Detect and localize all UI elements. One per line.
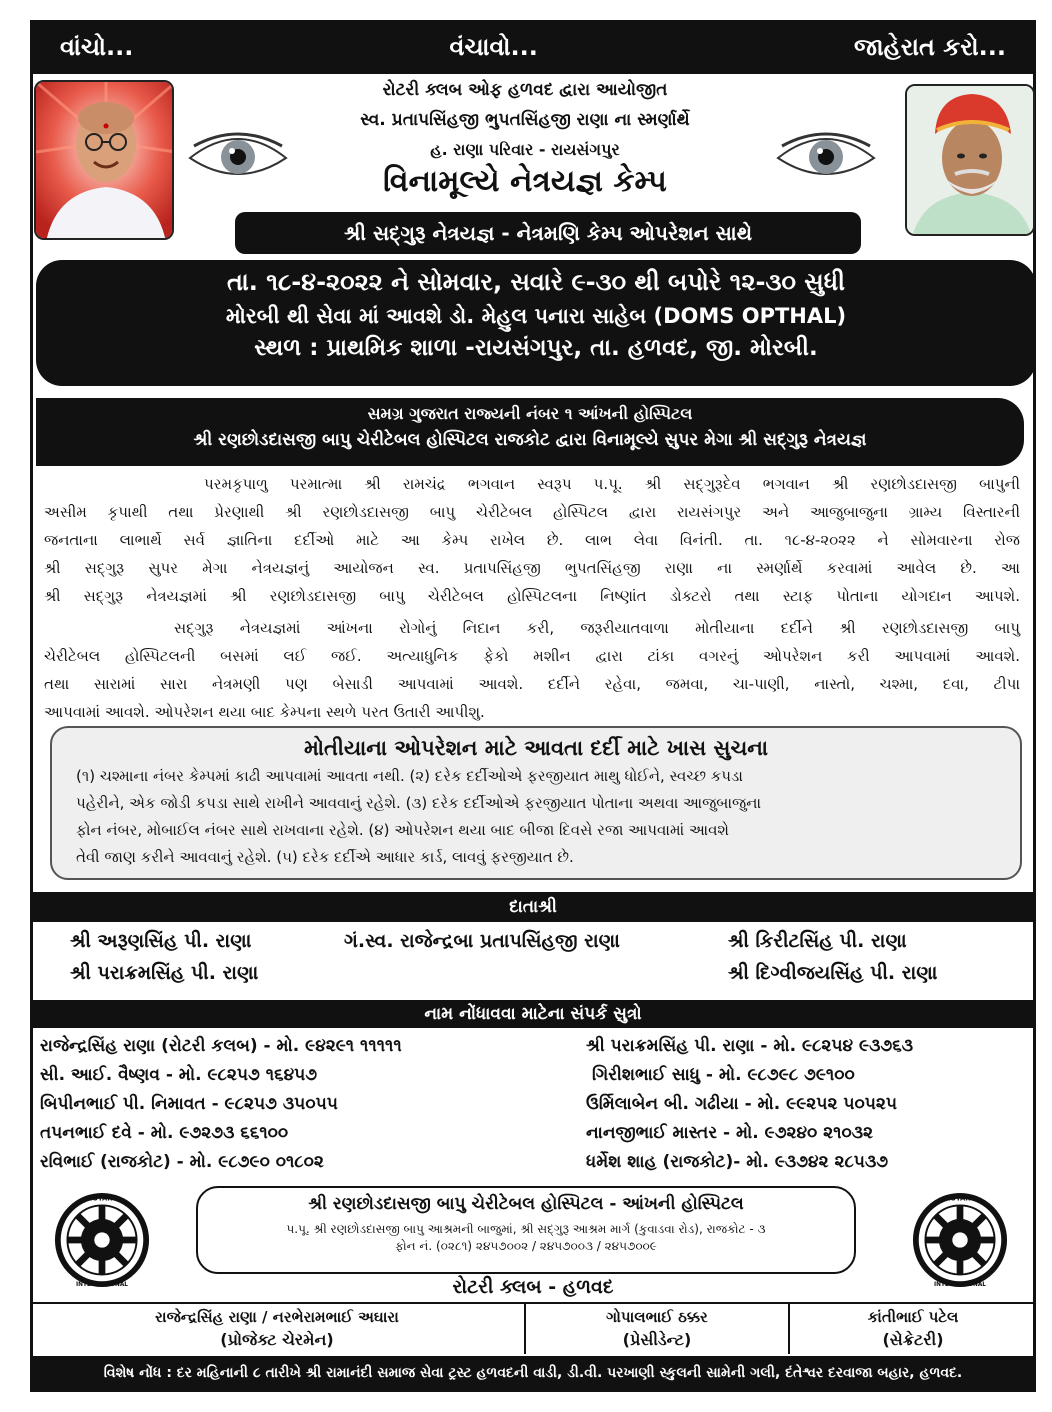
paragraph-line: શ્રી સદ્ગુરૂ નેત્રયજ્ઞમાં શ્રી રણછોડદાસજી બાપુ ચેરીટેબલ હોસ્પિટલના નિષ્ણાંત ડોક્ટરો તથા સ્ટાફ પોતાના યોગદાન આપશે. xyxy=(44,587,1020,605)
officer-name: કાંતીભાઈ પટેલ xyxy=(867,1308,959,1326)
hospital-banner-line2: શ્રી રણછોડદાસજી બાપુ ચેરીટેબલ હોસ્પિટલ રાજકોટ દ્વારા વિનામૂલ્યે સુપર મેગા શ્રી સદ્ગુરૂ નેત્રયજ્ઞ xyxy=(193,430,867,450)
officers-row xyxy=(30,1302,1036,1354)
memorial-line: સ્વ. પ્રતાપસિંહજી ભુપતસિંહજી રાણા ના સ્મર્ણાર્થે xyxy=(360,110,690,130)
donor-name: શ્રી અરૂણસિંહ પી. રાણા xyxy=(70,930,252,952)
hospital-name: શ્રી રણછોડદાસજી બાપુ ચેરીટેબલ હોસ્પિટલ - આંખની હોસ્પિટલ xyxy=(308,1194,744,1214)
hospital-banner xyxy=(36,398,1024,466)
rotary-text-top: ROTARY xyxy=(87,1194,117,1203)
contact-entry: રવિભાઈ (રાજકોટ) - મો. ૯૮૭૯૦ ૦૧૮૦૨ xyxy=(40,1152,324,1172)
contacts-heading: નામ નોંધાવવા માટેના સંપર્ક સુત્રો xyxy=(30,1000,1036,1028)
event-venue: સ્થળ : પ્રાથમિક શાળા -રાયસંગપુર, તા. હળવદ, જી. મોરબી. xyxy=(254,335,818,361)
top-banner-share: વંચાવો... xyxy=(449,33,538,61)
donor-name: ગં.સ્વ. રાજેન્દ્રબા પ્રતાપસિંહજી રાણા xyxy=(344,930,620,952)
paragraph-line: શ્રી સદ્ગુરૂ સુપર મેગા નેત્રયજ્ઞનું આયોજન સ્વ. પ્રતાપસિંહજી ભુપતસિંહજી રાણા ના સ્મર્ણાર્થે કરવામાં આવેલ છે. આ xyxy=(44,559,1020,577)
officer-cell xyxy=(790,1304,1036,1354)
notice-title: મોતીયાના ઓપરેશન માટે આવતા દર્દી માટે ખાસ સુચના xyxy=(303,736,769,760)
event-details xyxy=(36,260,1036,386)
paragraph-line: તથા સારામાં સારા નેત્રમણી પણ બેસાડી આપવામાં આવશે. દર્દીને રહેવા, જમવા, ચા-પાણી, નાસ્તો, ચશ્મા, દવા, ટીપા xyxy=(44,675,1020,693)
hospital-address-box xyxy=(196,1186,856,1274)
organizer-line: રોટરી ક્લબ ઓફ હળવદ દ્વારા આયોજીત xyxy=(382,80,668,100)
contact-entry: બિપીનભાઈ પી. નિમાવત - ૯૮૨૫૭ ૩૫૦૫૫ xyxy=(40,1094,338,1114)
notice-line: ફોન નંબર, મોબાઈલ નંબર સાથે રાખવાના રહેશે. (૪) ઓપરેશન થયા બાદ બીજા દિવસે રજા આપવામાં આવશે xyxy=(76,821,729,839)
rotary-logo-icon xyxy=(54,1192,150,1288)
donor-name: શ્રી પરાક્રમસિંહ પી. રાણા xyxy=(70,962,259,984)
officer-name: ગોપાલભાઈ ઠક્કર xyxy=(606,1308,708,1326)
paragraph-line: આપવામાં આવશે. ઓપરેશન થયા બાદ કેમ્પના સ્થળે પરત ઉતારી આપીશુ. xyxy=(44,703,485,721)
officer-name: રાજેન્દ્રસિંહ રાણા / નરભેરામભાઈ અઘારા xyxy=(155,1308,399,1326)
subtitle-pill: શ્રી સદ્ગુરૂ નેત્રયજ્ઞ - નેત્રમણિ કેમ્પ ઓપરેશન સાથે xyxy=(235,212,861,254)
contact-entry: નાનજીભાઈ માસ્તર - મો. ૯૭૨૪૦ ૨૧૦૩૨ xyxy=(586,1123,874,1143)
notice-line: તેવી જાણ કરીને આવવાનું રહેશે. (૫) દરેક દર્દીએ આધાર કાર્ડ, લાવવું ફરજીયાત છે. xyxy=(76,848,574,866)
portrait-left xyxy=(34,80,174,240)
top-banner-read: વાંચો... xyxy=(60,33,134,61)
paragraph-line: સદ્ગુરૂ નેત્રયજ્ઞમાં આંખના રોગોનું નિદાન કરી, જરૂરીયાતવાળા મોતીયાના દર્દીને શ્રી રણછોડદાસજી બાપુ xyxy=(174,619,1020,637)
special-note: વિશેષ નોંધ : દર મહિનાની ૮ તારીખે શ્રી રામાનંદી સમાજ સેવા ટ્રસ્ટ હળવદની વાડી, ડી.વી. પરખાણી સ્કુલની સામેની ગલી, દંતેશ્વર દરવાજા બહાર, હળવદ. xyxy=(30,1356,1036,1390)
rotary-logo-icon xyxy=(912,1192,1008,1288)
rotary-text-bottom: INTERNATIONAL xyxy=(934,1282,986,1288)
notice-line: પહેરીને, એક જોડી કપડા સાથે રાખીને આવવાનું રહેશે. (૩) દરેક દર્દીઓએ ફરજીયાત પોતાના અથવા આજુબાજુના xyxy=(76,794,762,812)
donors-heading: દાતાશ્રી xyxy=(30,892,1036,922)
contact-entry: તપનભાઈ દવે - મો. ૯૭૨૭૩ ૬૬૧૦૦ xyxy=(40,1123,289,1143)
notice-line: (૧) ચશ્માના નંબર કેમ્પમાં કાઢી આપવામાં આવતા નથી. (૨) દરેક દર્દીઓએ ફરજીયાત માથુ ધોઈને, સ્વચ્છ કપડા xyxy=(76,767,743,785)
officer-cell xyxy=(30,1304,526,1354)
hospital-phone: ફોન નં. (૦૨૮૧) ૨૪૫૭૦૦૨ / ૨૪૫૭૦૦૩ / ૨૪૫૭૦૦૯ xyxy=(395,1239,657,1253)
event-date-time: તા. ૧૮-૪-૨૦૨૨ ને સોમવાર, સવારે ૯-૩૦ થી બપોરે ૧૨-૩૦ સુધી xyxy=(227,268,845,296)
paragraph-line: જનતાના લાભાર્થે સર્વ જ્ઞાતિના દર્દીઓ માટે આ કેમ્પ રાખેલ છે. લાભ લેવા વિનંતી. તા. ૧૮-૪-૨૦૨૨ ને સોમવારના રોજ xyxy=(44,531,1020,549)
paragraph-line: ચેરીટેબલ હોસ્પિટલની બસમાં લઈ જઈ. અત્યાધુનિક ફેકો મશીન દ્વારા ટાંકા વગરનું ઓપરેશન કરી આપવામાં આવશે. xyxy=(44,647,1020,665)
officer-role: (સેક્રેટરી) xyxy=(882,1330,944,1349)
contact-entry: ગિરીશભાઈ સાધુ - મો. ૯૮૭૯૮ ૭૯૧૦૦ xyxy=(592,1065,855,1085)
paragraph-line: પરમકૃપાળુ પરમાત્મા શ્રી રામચંદ્ર ભગવાન સ્વરૂપ પ.પૂ. શ્રી સદ્ગુરૂદેવ ભગવાન શ્રી રણછોડદાસજી બાપુની xyxy=(204,475,1020,493)
contact-entry: ઉર્મિલાબેન બી. ગઢીયા - મો. ૯૯૨૫૨ ૫૦૫૨૫ xyxy=(586,1094,898,1114)
hospital-banner-line1: સમગ્ર ગુજરાત રાજ્યની નંબર ૧ આંખની હોસ્પિટલ xyxy=(367,404,693,423)
event-doctor: મોરબી થી સેવા માં આવશે ડો. મેહુલ પનારા સાહેબ (DOMS OPTHAL) xyxy=(225,304,847,328)
officer-role: (પ્રેસીડેન્ટ) xyxy=(622,1330,692,1349)
donor-name: શ્રી દિગ્વીજયસિંહ પી. રાણા xyxy=(728,962,938,984)
portrait-right xyxy=(905,84,1035,236)
page-title: વિનામૂલ્યે નેત્રયજ્ઞ કેમ્પ xyxy=(383,164,667,199)
paragraph-line: અસીમ કૃપાથી તથા પ્રેરણાથી શ્રી રણછોડદાસજી બાપુ ચેરીટેબલ હોસ્પિટલ દ્વારા રાયસંગપુર અને આજુબાજુના ગ્રામ્ય વિસ્તારની xyxy=(44,503,1020,521)
contact-entry: સી. આઈ. વૈષ્ણવ - મો. ૯૮૨૫૭ ૧૬૪૫૭ xyxy=(40,1065,318,1085)
contact-entry: શ્રી પરાક્રમસિંહ પી. રાણા - મો. ૯૮૨૫૪ ૯૩૭૬૩ xyxy=(586,1036,914,1056)
patient-notice xyxy=(50,726,1022,880)
contact-entry: રાજેન્દ્રસિંહ રાણા (રોટરી કલબ) - મો. ૯૪૨૯૧ ૧૧૧૧૧ xyxy=(40,1036,402,1056)
family-line: હ. રાણા પરિવાર - રાયસંગપુર xyxy=(430,140,620,159)
club-name: રોટરી ક્લબ - હળવદ xyxy=(452,1276,614,1298)
eye-icon xyxy=(776,128,876,184)
contact-entry: ધર્મેશ શાહ (રાજકોટ)- મો. ૯૩૭૪૨ ૨૮૫૩૭ xyxy=(586,1152,889,1172)
hospital-address: પ.પૂ. શ્રી રણછોડદાસજી બાપુ આશ્રમની બાજુમાં, શ્રી સદ્ગુરૂ આશ્રમ માર્ગ (કુવાડવા રોડ), રાજકોટ - ૩ xyxy=(286,1222,766,1236)
intro-paragraph xyxy=(44,470,1020,610)
donor-name: શ્રી કિરીટસિંહ પી. રાણા xyxy=(728,930,907,952)
rotary-text-bottom: INTERNATIONAL xyxy=(76,1282,128,1288)
top-banner-advertise: જાહેરાત કરો... xyxy=(853,33,1006,61)
officer-cell xyxy=(526,1304,790,1354)
service-paragraph xyxy=(44,614,1020,726)
officer-role: (પ્રોજેક્ટ ચેરમેન) xyxy=(220,1330,334,1349)
rotary-text-top: ROTARY xyxy=(945,1194,975,1203)
top-banner xyxy=(30,20,1036,74)
